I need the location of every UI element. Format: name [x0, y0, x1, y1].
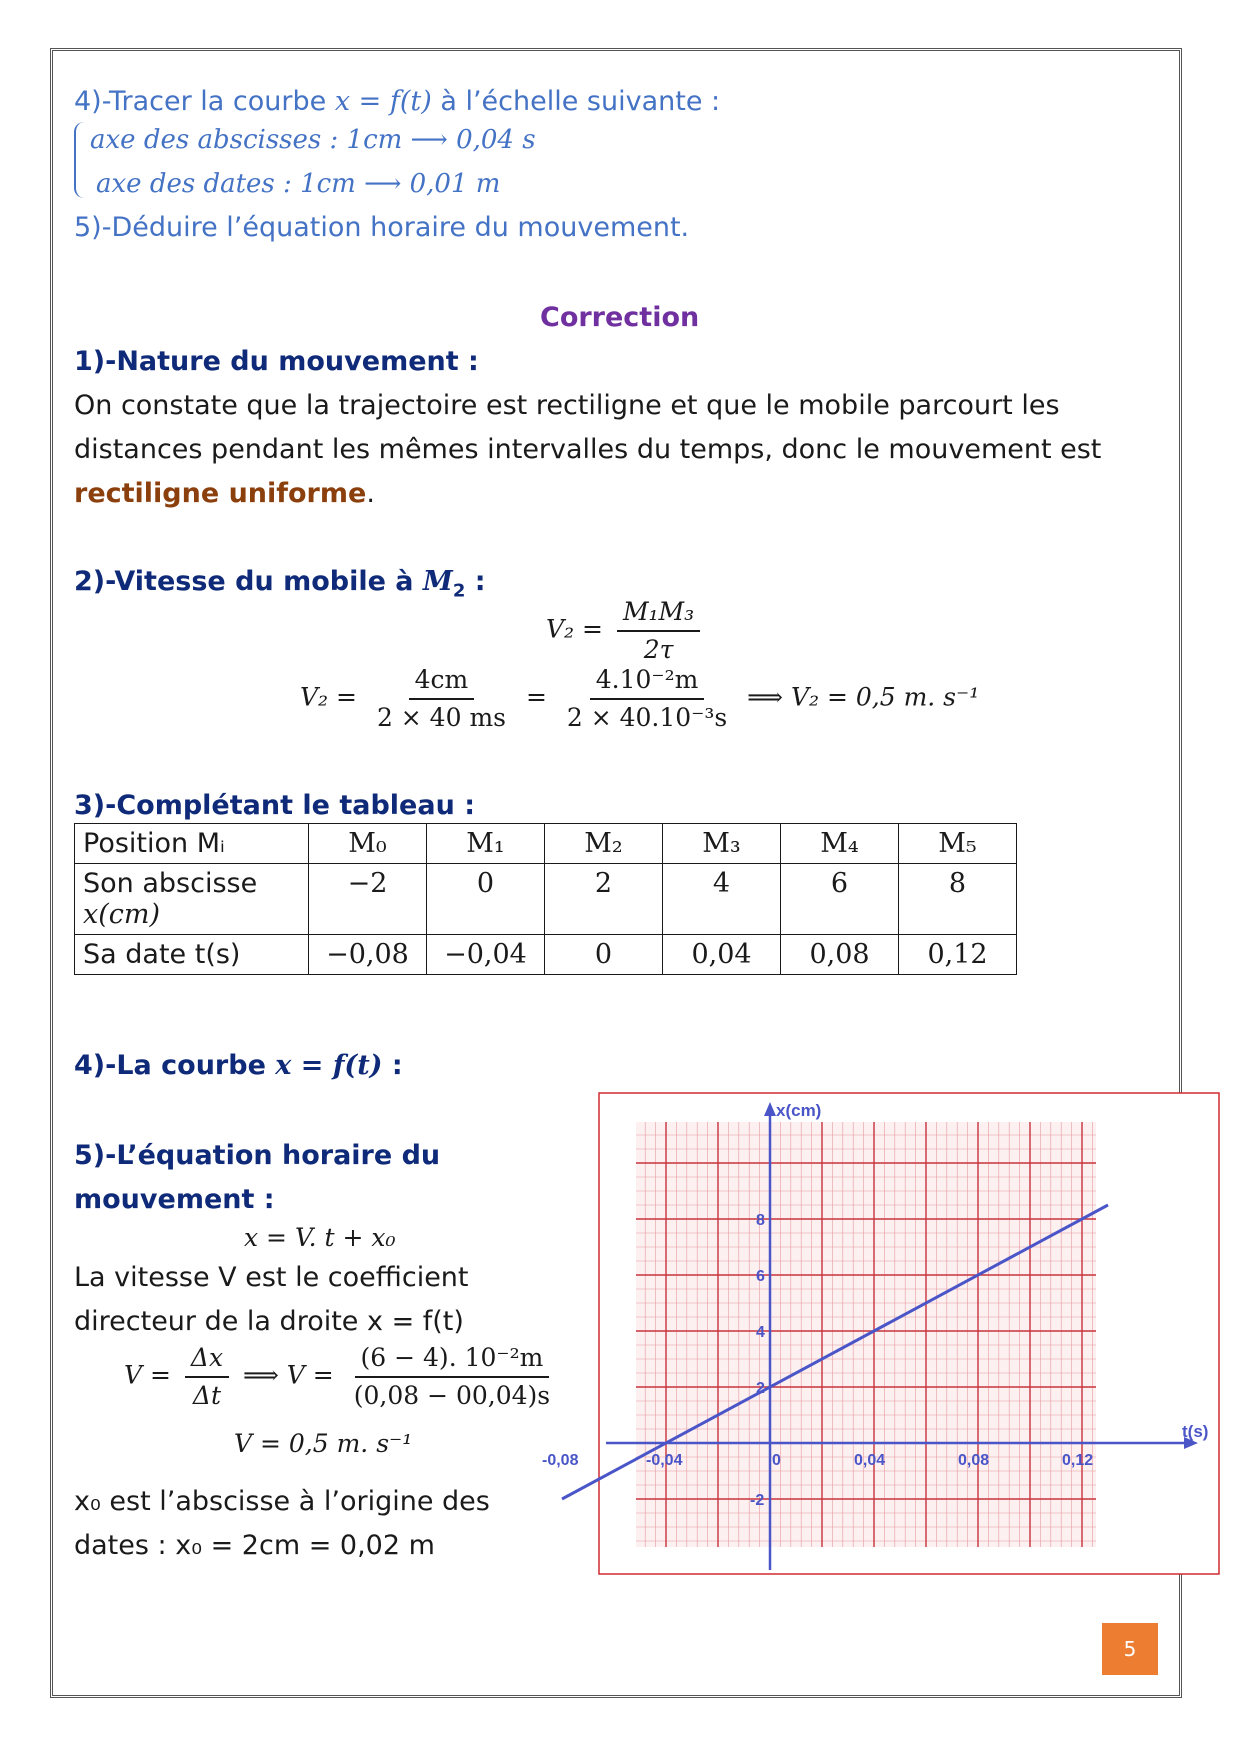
tick-label-x: 8 — [756, 1212, 765, 1229]
velocity-formula: V₂ = $\frac{\text{M₁M₃}}{2\tau}$ — [546, 596, 706, 666]
section-5-text-3: x₀ est l’abscisse à l’origine des — [74, 1486, 490, 1517]
table-cell: M₂ — [545, 824, 663, 864]
table-cell: 0,04 — [663, 935, 781, 975]
tick-label-x: -2 — [750, 1492, 765, 1509]
section-1-title: 1)-Nature du mouvement : — [74, 346, 479, 377]
row-label-date: Sa date t(s) — [75, 935, 309, 975]
table-cell: M₅ — [899, 824, 1017, 864]
tick-label-t: 0,08 — [958, 1452, 990, 1469]
table-row — [75, 864, 1017, 935]
table-cell: 0,12 — [899, 935, 1017, 975]
table-cell: 2 — [545, 864, 663, 935]
question-4: 4)-Tracer la courbe x = f(t) à l’échelle suivante : — [74, 86, 721, 117]
section-2-title: 2)-Vitesse du mobile à $M_2$ : — [74, 566, 486, 602]
tick-label-t: -0,08 — [542, 1452, 579, 1469]
section-1-text-2: distances pendant les mêmes intervalles du temps, donc le mouvement est — [74, 434, 1102, 465]
section-5-text-2: directeur de la droite x = f(t) — [74, 1306, 464, 1337]
page-number: 5 — [1102, 1623, 1158, 1675]
scale-line-1: axe des abscisses : 1cm ⟶ 0,04 s — [90, 125, 536, 155]
velocity-result: V = 0,5 m. s⁻¹ — [234, 1429, 413, 1458]
x-axis-label: x(cm) — [776, 1101, 822, 1120]
section-1-conclusion: rectiligne uniforme. — [74, 478, 375, 509]
section-5-text-4: dates : x₀ = 2cm = 0,02 m — [74, 1530, 435, 1561]
table-cell: 6 — [781, 864, 899, 935]
section-5-text-1: La vitesse V est le coefficient — [74, 1262, 469, 1293]
scale-brace — [74, 122, 86, 198]
data-table — [74, 823, 1017, 975]
table-cell: −0,08 — [309, 935, 427, 975]
table-cell: M₁ — [427, 824, 545, 864]
t-axis-label: t(s) — [1182, 1422, 1209, 1441]
tick-label-x: 6 — [756, 1268, 765, 1285]
row-label-position: Position Mᵢ — [75, 824, 309, 864]
tick-label-t: 0,04 — [854, 1452, 886, 1469]
table-cell: 0,08 — [781, 935, 899, 975]
row-label-abscissa: Son abscisse x(cm) — [75, 864, 309, 935]
section-5-title-2: mouvement : — [74, 1184, 275, 1215]
tick-label-x: 4 — [756, 1324, 765, 1341]
table-row — [75, 935, 1017, 975]
position-time-graph — [542, 1092, 1220, 1575]
slope-calculation: V = $\frac{\Delta x}{\Delta t}$ ⟹ V = $\frac{\text{(6 − 4). 10⁻²m}}{(0,08 - 00,04)s}$ — [124, 1343, 551, 1410]
table-cell: 4 — [663, 864, 781, 935]
section-3-title: 3)-Complétant le tableau : — [74, 790, 476, 821]
section-1-text-1: On constate que la trajectoire est rectiligne et que le mobile parcourt les — [74, 390, 1060, 421]
table-cell: M₀ — [309, 824, 427, 864]
question-5: 5)-Déduire l’équation horaire du mouvement. — [74, 212, 690, 243]
tick-label-t: 0 — [772, 1452, 781, 1469]
table-cell: 8 — [899, 864, 1017, 935]
scale-line-2: axe des dates : 1cm ⟶ 0,01 m — [96, 169, 501, 199]
tick-label-x: 2 — [756, 1380, 765, 1397]
tick-label-t: -0,04 — [646, 1452, 683, 1469]
table-cell: 0 — [427, 864, 545, 935]
table-cell: M₃ — [663, 824, 781, 864]
hourly-equation: x = V. t + x₀ — [244, 1223, 396, 1252]
velocity-calculation: V₂ = $\frac{4cm}{2 \times 40 ms}$ = $\frac{\text{4.10⁻²m}}{\text{2 × 40.10⁻³s}}$ ⟹ V₂ = 0,5 m. s⁻¹ — [300, 665, 980, 732]
correction-heading: Correction — [540, 302, 700, 333]
table-cell: −0,04 — [427, 935, 545, 975]
table-cell: M₄ — [781, 824, 899, 864]
table-cell: −2 — [309, 864, 427, 935]
section-4-title: 4)-La courbe x = f(t) : — [74, 1050, 403, 1081]
section-5-title-1: 5)-L’équation horaire du — [74, 1140, 441, 1171]
table-row — [75, 824, 1017, 864]
tick-label-t: 0,12 — [1062, 1452, 1094, 1469]
table-cell: 0 — [545, 935, 663, 975]
